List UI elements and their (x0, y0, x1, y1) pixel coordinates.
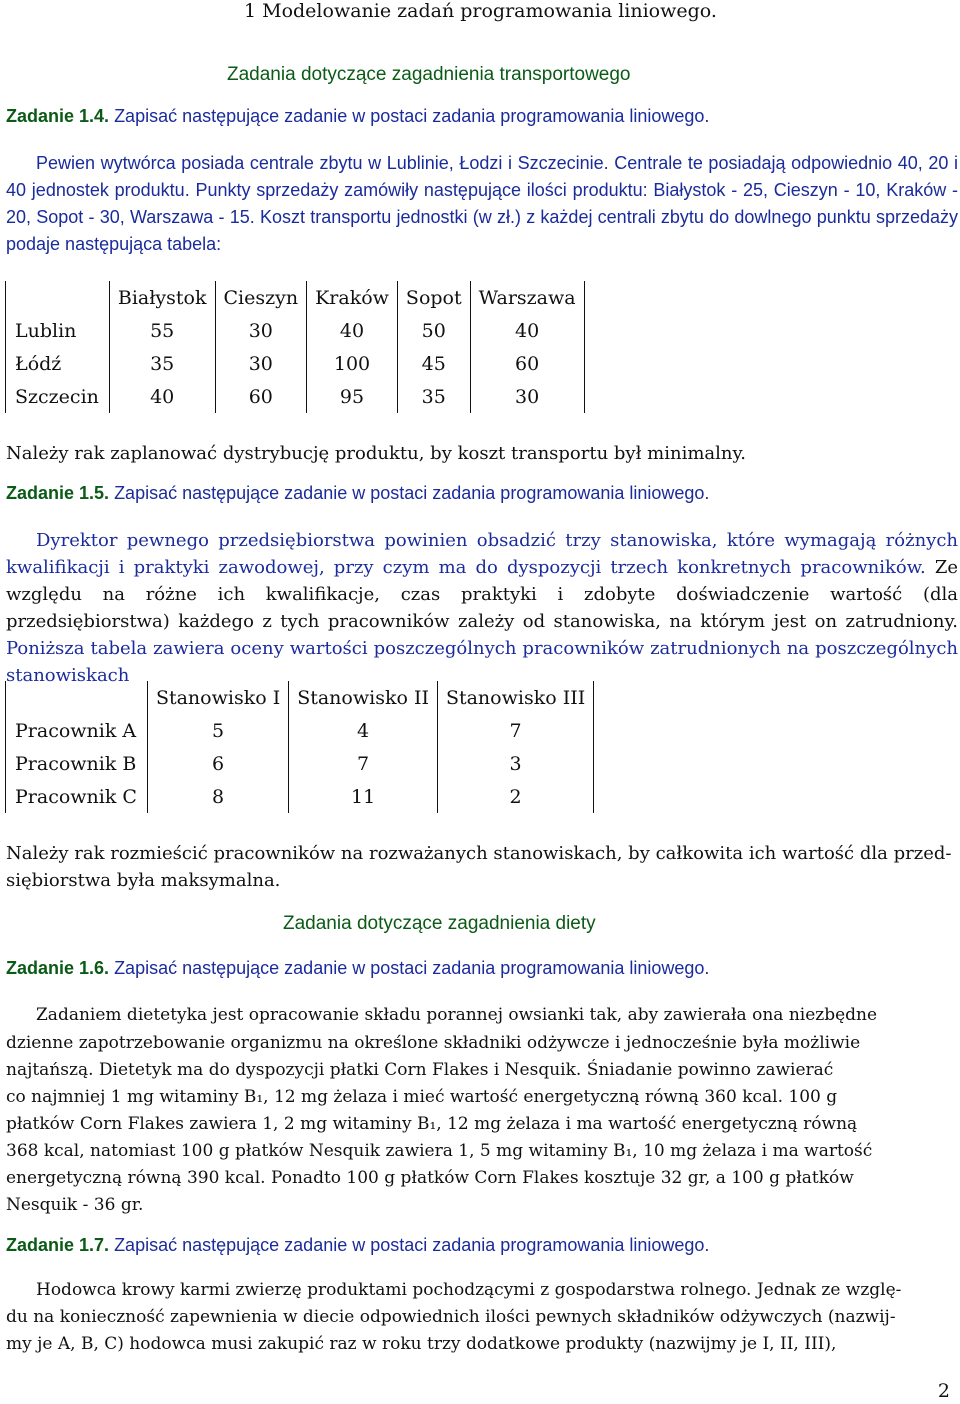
task-1-6-line-6: 368 kcal, natomiast 100 g płatków Nesquik zawiera 1, 5 mg witaminy B₁, 10 mg żelaza i ma wartość (6, 1141, 873, 1161)
task-1-7-line-3: my je A, B, C) hodowca musi zakupić raz w roku trzy dodatkowe produkty (nazwijmy je I, II, III), (6, 1334, 837, 1354)
task-1-7-lead: Zapisać następujące zadanie w postaci zadania programowania liniowego. (114, 1235, 710, 1255)
table-cell: 3 (437, 747, 593, 780)
table-cell: 5 (147, 714, 288, 747)
table-cell: 4 (289, 714, 438, 747)
task-1-6-line-1: Zadaniem dietetyka jest opracowanie składu porannej owsianki tak, aby zawierała ona niezbędne (36, 1005, 878, 1025)
row-label: Pracownik C (6, 780, 148, 813)
task-1-4-conclusion: Należy rak zaplanować dystrybucję produktu, by koszt transportu był minimalny. (6, 443, 746, 464)
table-cell: 95 (307, 380, 398, 413)
task-1-4-paragraph (6, 150, 958, 258)
column-header: Stanowisko I (147, 681, 288, 714)
section-title-transport: Zadania dotyczące zagadnienia transportowego (227, 64, 631, 85)
column-header: Stanowisko II (289, 681, 438, 714)
column-header: Cieszyn (215, 281, 307, 314)
table-cell: 2 (437, 780, 593, 813)
table-row (6, 714, 594, 747)
section-title-diet: Zadania dotyczące zagadnienia diety (283, 913, 596, 934)
task-1-5-heading (6, 483, 709, 504)
task-1-5-conclusion-line2: siębiorstwa była maksymalna. (6, 870, 281, 891)
table-cell: 30 (470, 380, 584, 413)
table-cell: 11 (289, 780, 438, 813)
task-1-4-heading (6, 106, 709, 127)
table-cell: 100 (307, 347, 398, 380)
task-1-7-line-2: du na konieczność zapewnienia w diecie odpowiednich ilości pewnych składników odżywczych (nazwij- (6, 1307, 896, 1327)
task-1-5-lead: Zapisać następujące zadanie w postaci zadania programowania liniowego. (114, 483, 710, 503)
column-header: Warszawa (470, 281, 584, 314)
employee-value-table (5, 681, 594, 813)
task-1-5-paragraph (6, 527, 958, 689)
column-header: Sopot (397, 281, 470, 314)
table-cell: 40 (109, 380, 215, 413)
table-cell: 60 (470, 347, 584, 380)
task-1-6-line-5: płatków Corn Flakes zawiera 1, 2 mg witaminy B₁, 12 mg żelaza i ma wartość energetyczną równą (6, 1114, 858, 1134)
table-cell: 35 (397, 380, 470, 413)
column-header: Białystok (109, 281, 215, 314)
table-row (6, 314, 585, 347)
table-cell: 50 (397, 314, 470, 347)
table-cell: 30 (215, 314, 307, 347)
task-1-6-heading (6, 958, 709, 979)
table-header-row (6, 681, 594, 714)
task-1-4-text: Pewien wytwórca posiada centrale zbytu w Lublinie, Łodzi i Szczecinie. Centrale te posiadają odpowiednio 40, 20 i 40 jednostek produktu. Punkty sprzedaży zamówiły następujące ilości produktu: Białystok - 25, Cieszyn - 10, Kraków - 20, Sopot - 30, Warszawa - 15. Koszt transportu jednostki (w zł.) z każdej centrali zbytu do dowlnego punktu sprzedaży podaje następująca tabela: (6, 153, 958, 254)
task-1-4-lead: Zapisać następujące zadanie w postaci zadania programowania liniowego. (114, 106, 710, 126)
row-label: Łódź (6, 347, 110, 380)
task-1-5-text-c: Poniższa tabela zawiera oceny wartości poszczególnych pracowników zatrudnionych na poszczególnych stanowiskach (6, 638, 958, 686)
task-1-6-line-4: co najmniej 1 mg witaminy B₁, 12 mg żelaza i mieć wartość energetyczną równą 360 kcal. 100 g (6, 1087, 838, 1107)
table-cell: 40 (307, 314, 398, 347)
running-header: 1 Modelowanie zadań programowania liniowego. (244, 0, 717, 22)
task-1-6-line-7: energetyczną równą 390 kcal. Ponadto 100 g płatków Corn Flakes kosztuje 32 gr, a 100 g płatków (6, 1168, 854, 1188)
table-cell: 60 (215, 380, 307, 413)
table-row (6, 347, 585, 380)
task-1-7-heading (6, 1235, 709, 1256)
table-cell: 7 (289, 747, 438, 780)
table-corner (6, 681, 148, 714)
column-header: Stanowisko III (437, 681, 593, 714)
task-1-6-line-8: Nesquik - 36 gr. (6, 1195, 144, 1215)
task-1-4-label: Zadanie 1.4. (6, 106, 110, 126)
task-1-7-label: Zadanie 1.7. (6, 1235, 110, 1255)
table-header-row (6, 281, 585, 314)
page-number: 2 (937, 1380, 950, 1402)
table-cell: 7 (437, 714, 593, 747)
task-1-5-text-b: Ze względu na różne ich kwalifikacje, czas praktyki i zdobyte doświadczenie wartość (dla przedsiębiorstwa) każdego z tych pracowników zależy od stanowiska, na którym jest on zatrudniony. (6, 557, 958, 632)
table-cell: 40 (470, 314, 584, 347)
task-1-6-label: Zadanie 1.6. (6, 958, 110, 978)
task-1-7-line-1: Hodowca krowy karmi zwierzę produktami pochodzącymi z gospodarstwa rolnego. Jednak ze wzglę- (36, 1280, 902, 1300)
table-cell: 30 (215, 347, 307, 380)
row-label: Pracownik B (6, 747, 148, 780)
task-1-6-lead: Zapisać następujące zadanie w postaci zadania programowania liniowego. (114, 958, 710, 978)
row-label: Szczecin (6, 380, 110, 413)
table-row (6, 747, 594, 780)
task-1-5-conclusion-line1: Należy rak rozmieścić pracowników na rozważanych stanowiskach, by całkowita ich wartość dla przed- (6, 843, 952, 864)
table-cell: 45 (397, 347, 470, 380)
transport-cost-table (5, 281, 585, 413)
table-row (6, 780, 594, 813)
row-label: Pracownik A (6, 714, 148, 747)
table-cell: 35 (109, 347, 215, 380)
table-row (6, 380, 585, 413)
table-cell: 55 (109, 314, 215, 347)
table-cell: 8 (147, 780, 288, 813)
table-corner (6, 281, 110, 314)
task-1-5-text-a: Dyrektor pewnego przedsiębiorstwa powinien obsadzić trzy stanowiska, które wymagają różnych kwalifikacji i praktyki zawodowej, przy czym ma do dyspozycji trzech konkretnych pracowników. (6, 530, 958, 578)
task-1-5-label: Zadanie 1.5. (6, 483, 110, 503)
task-1-6-line-2: dzienne zapotrzebowanie organizmu na określone składniki odżywcze i jednocześnie była możliwie (6, 1033, 861, 1053)
table-cell: 6 (147, 747, 288, 780)
task-1-6-line-3: najtańszą. Dietetyk ma do dyspozycji płatki Corn Flakes i Nesquik. Śniadanie powinno zawierać (6, 1060, 834, 1080)
row-label: Lublin (6, 314, 110, 347)
column-header: Kraków (307, 281, 398, 314)
